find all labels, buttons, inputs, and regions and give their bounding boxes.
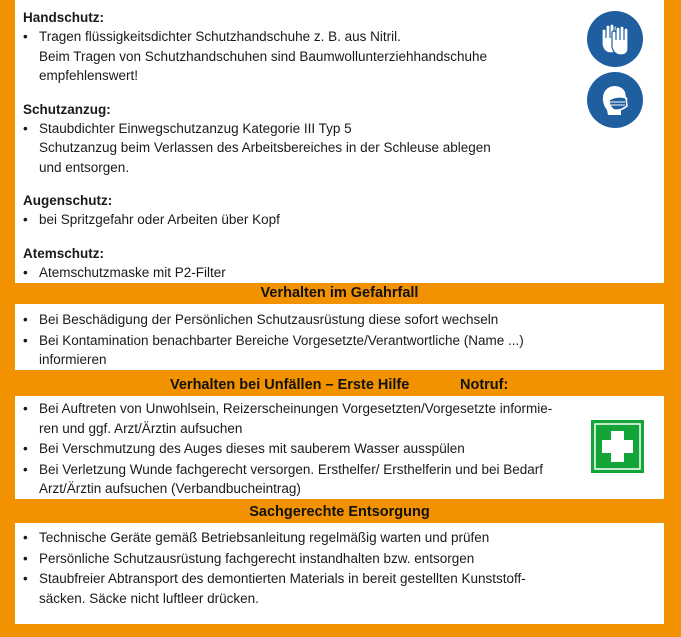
mask-mandatory-icon bbox=[587, 72, 643, 128]
list-item: • Atemschutzmaske mit P2-Filter bbox=[23, 263, 664, 283]
accident-panel bbox=[15, 396, 664, 499]
respiratory-list bbox=[23, 263, 664, 283]
disposal-title: Sachgerechte Entsorgung bbox=[15, 502, 664, 523]
gloves-icon bbox=[595, 19, 635, 59]
accident-list bbox=[23, 399, 664, 499]
accident-title: Verhalten bei Unfällen – Erste Hilfe bbox=[170, 377, 410, 393]
suit-group bbox=[23, 100, 664, 178]
ppe-panel bbox=[15, 0, 664, 283]
list-item: • Bei Beschädigung der Persönlichen Schutzausrüstung diese sofort wechseln bbox=[23, 310, 664, 330]
list-item: • bei Spritzgefahr oder Arbeiten über Kopf bbox=[23, 210, 664, 230]
emergency-label: Notruf: bbox=[460, 377, 509, 393]
first-aid-cross-icon bbox=[591, 420, 644, 473]
list-item: • Staubfreier Abtransport des demontierten Materials in bereit gestellten Kunststoff- säcken. Säcke nicht luftleer drücken. bbox=[23, 569, 664, 608]
list-item: • Bei Verschmutzung des Auges dieses mit sauberem Wasser ausspülen bbox=[23, 439, 664, 459]
disposal-panel bbox=[15, 523, 664, 624]
respiratory-heading: Atemschutz: bbox=[23, 245, 105, 261]
disposal-list bbox=[23, 528, 664, 608]
gloves-group bbox=[23, 8, 664, 86]
list-item: • Bei Verletzung Wunde fachgerecht versorgen. Ersthelfer/ Ersthelferin und bei Bedarf Arzt/Ärztin aufsuchen (Verbandbucheintrag) bbox=[23, 460, 664, 499]
list-item: • Technische Geräte gemäß Betriebsanleitung regelmäßig warten und prüfen bbox=[23, 528, 664, 548]
suit-heading: Schutzanzug: bbox=[23, 101, 111, 117]
list-item: • Persönliche Schutzausrüstung fachgerecht instandhalten bzw. entsorgen bbox=[23, 549, 664, 569]
mask-icon bbox=[595, 80, 635, 120]
eyes-heading: Augenschutz: bbox=[23, 193, 113, 208]
hazard-panel bbox=[15, 304, 664, 370]
cross-icon bbox=[591, 420, 644, 473]
gloves-list bbox=[23, 27, 664, 86]
gloves-mandatory-icon bbox=[587, 11, 643, 67]
hazard-list bbox=[23, 310, 664, 370]
eyes-group bbox=[23, 191, 664, 230]
list-item: • Bei Kontamination benachbarter Bereiche Vorgesetzte/Verantwortliche (Name ...) informieren bbox=[23, 331, 664, 370]
suit-list bbox=[23, 119, 664, 178]
list-item: • Tragen flüssigkeitsdichter Schutzhandschuhe z. B. aus Nitril. Beim Tragen von Schutzhandschuhen sind Baumwollunterziehhandschuhe empfehlenswert! bbox=[23, 27, 664, 86]
list-item: • Bei Auftreten von Unwohlsein, Reizerscheinungen Vorgesetzten/Vorgesetzte informie- ren und ggf. Arzt/Ärztin aufsuchen bbox=[23, 399, 664, 438]
accident-title-bar bbox=[15, 375, 664, 396]
respiratory-group bbox=[23, 244, 664, 283]
eyes-list bbox=[23, 210, 664, 230]
gloves-heading: Handschutz: bbox=[23, 10, 104, 25]
hazard-title: Verhalten im Gefahrfall bbox=[15, 283, 664, 304]
list-item: • Staubdichter Einwegschutzanzug Kategorie III Typ 5 Schutzanzug beim Verlassen des Arbeitsbereiches in der Schleuse ablegen und entsorgen. bbox=[23, 119, 664, 178]
